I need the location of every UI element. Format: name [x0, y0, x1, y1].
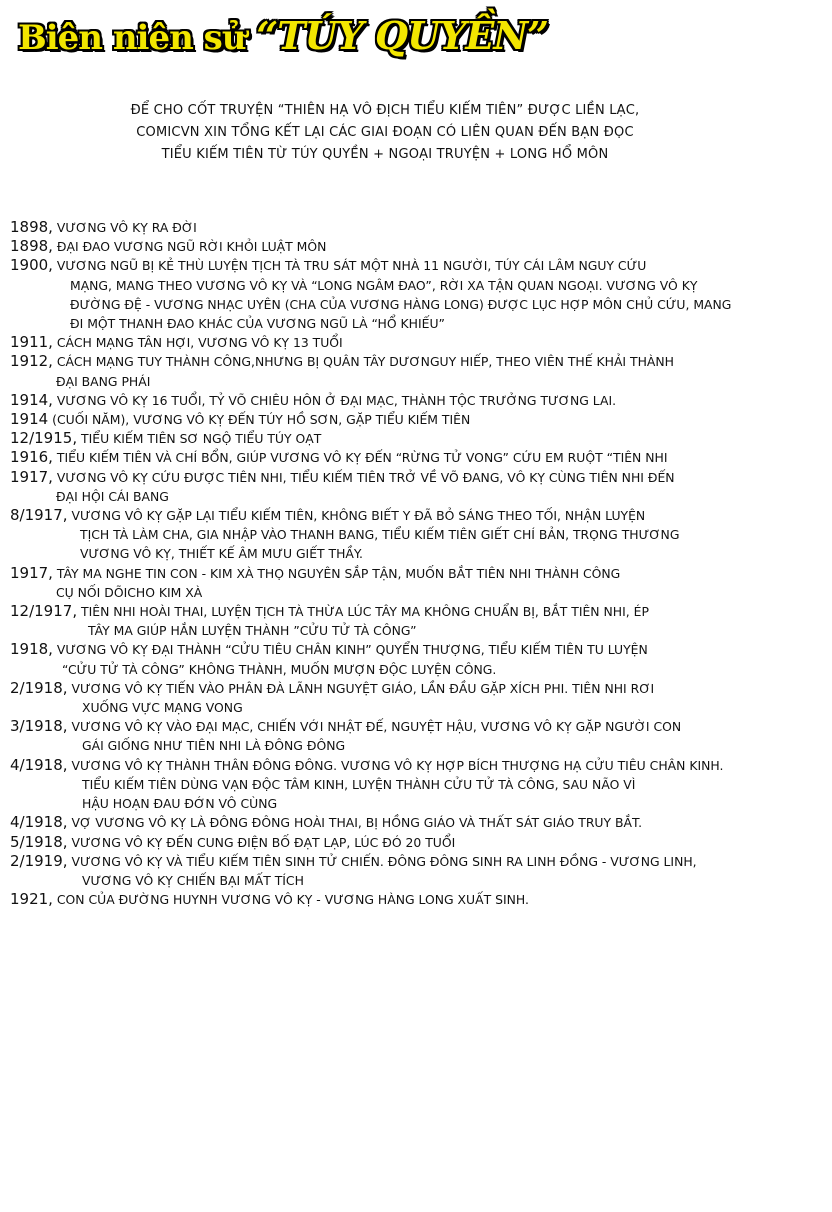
timeline-text: ĐẠI BANG PHÁI: [56, 373, 151, 389]
timeline-entry-line: [10, 890, 830, 909]
title-quoted: “TÚY QUYỀN”: [256, 13, 548, 58]
timeline-entry-continuation: [10, 314, 830, 333]
timeline-text: VƯƠNG VÔ KỴ RA ĐỜI: [56, 220, 197, 235]
timeline-entry-line: [10, 756, 830, 775]
timeline-date: 2/1918,: [10, 678, 68, 697]
timeline-date: 1914: [10, 410, 49, 429]
timeline-text: CỤ NỐI DÕICHO KIM XÀ: [56, 584, 203, 600]
timeline-text: ĐẠI ĐAO VƯƠNG NGŨ RỜI KHỎI LUẬT MÔN: [56, 239, 327, 255]
timeline-entry-continuation: [10, 871, 830, 890]
timeline-text: CON CỦA ĐƯỜNG HUYNH VƯƠNG VÔ KỴ - VƯƠNG HÀNG LONG XUẤT SINH.: [56, 892, 529, 908]
timeline-date: 12/1917,: [10, 602, 78, 621]
timeline-text: VƯƠNG VÔ KỴ VÀO ĐẠI MẠC, CHIẾN VỚI NHẬT ĐẾ, NGUYỆT HẬU, VƯƠNG VÔ KỴ GẶP NGƯỜI CON: [71, 719, 682, 735]
timeline-entry-line: [10, 813, 830, 832]
timeline-entry-continuation: [10, 276, 830, 295]
timeline-entry-continuation: [10, 698, 830, 717]
timeline-date: 1914,: [10, 390, 53, 409]
timeline-text: VƯƠNG VÔ KỴ CỨU ĐƯỢC TIÊN NHI, TIỂU KIẾM TIÊN TRỞ VỀ VÕ ĐANG, VÔ KỴ CÙNG TIÊN NHI ĐẾN: [56, 469, 675, 485]
timeline-entry-continuation: [10, 621, 830, 640]
timeline-entry: [10, 429, 830, 448]
timeline-text: TIỂU KIẾM TIÊN VÀ CHÍ BỔN, GIÚP VƯƠNG VÔ KỴ ĐẾN “RỪNG TỬ VONG” CỨU EM RUỘT “TIÊN NHI: [56, 450, 668, 466]
timeline-entry-continuation: [10, 775, 830, 794]
timeline-text: VƯƠNG VÔ KỴ TIẾN VÀO PHÂN ĐÀ LÃNH NGUYỆT GIÁO, LẦN ĐẦU GẶP XÍCH PHI. TIÊN NHI RƠI: [71, 680, 655, 696]
timeline-entry-line: [10, 640, 830, 659]
timeline-date: 1900,: [10, 256, 53, 275]
timeline-entry: [10, 679, 830, 717]
timeline-entry-line: [10, 352, 830, 371]
timeline-entry-continuation: [10, 660, 830, 679]
timeline-text: “CỬU TỬ TÀ CÔNG” KHÔNG THÀNH, MUỐN MƯỢN ĐỘC LUYỆN CÔNG.: [62, 661, 497, 677]
timeline-entry-continuation: [10, 736, 830, 755]
timeline-entry: [10, 391, 830, 410]
timeline-text: (CUỐI NĂM), VƯƠNG VÔ KỴ ĐẾN TÚY HỒ SƠN, GẶP TIỂU KIẾM TIÊN: [52, 412, 471, 428]
intro-line: TIỂU KIẾM TIÊN TỪ TÚY QUYỀN + NGOẠI TRUYỆN + LONG HỔ MÔN: [161, 147, 609, 162]
timeline-text: TÂY MA GIÚP HẮN LUYỆN THÀNH ”CỬU TỬ TÀ CÔNG”: [88, 623, 417, 639]
timeline-date: 1917,: [10, 563, 53, 582]
timeline-entry-continuation: [10, 794, 830, 813]
timeline-text: ĐI MỘT THANH ĐAO KHÁC CỦA VƯƠNG NGŨ LÀ “HỔ KHIẾU”: [70, 316, 445, 332]
timeline-entry: [10, 756, 830, 814]
timeline-text: CÁCH MẠNG TÂN HỢI, VƯƠNG VÔ KỴ 13 TUỔI: [56, 335, 343, 351]
intro-text: [0, 100, 770, 166]
timeline-date: 1917,: [10, 467, 53, 486]
timeline-text: VƯƠNG VÔ KỴ THÀNH THÂN ĐÔNG ĐÔNG. VƯƠNG VÔ KỴ HỢP BÍCH THƯỢNG HẠ CỬU TIÊU CHÂN KINH.: [71, 757, 724, 773]
timeline-entry-line: [10, 218, 830, 237]
timeline-date: 3/1918,: [10, 717, 68, 736]
timeline-date: 2/1919,: [10, 851, 68, 870]
timeline-date: 12/1915,: [10, 429, 78, 448]
timeline-entry-line: [10, 679, 830, 698]
timeline-text: VƯƠNG NGŨ BỊ KẺ THÙ LUYỆN TỊCH TÀ TRU SÁT MỘT NHÀ 11 NGƯỜI, TÚY CÁI LÂM NGUY CỨU: [56, 258, 647, 274]
timeline-text: VƯƠNG VÔ KỴ VÀ TIỂU KIẾM TIÊN SINH TỬ CHIẾN. ĐÔNG ĐÔNG SINH RA LINH ĐỒNG - VƯƠNG LINH,: [71, 853, 697, 869]
timeline-entry: [10, 833, 830, 852]
title-prefix: Biên niên sử: [18, 18, 246, 58]
timeline-entry: [10, 852, 830, 890]
timeline-date: 1916,: [10, 448, 53, 467]
timeline-date: 1911,: [10, 333, 53, 352]
timeline-entry-line: [10, 468, 830, 487]
timeline-entry-line: [10, 429, 830, 448]
timeline-entry: [10, 640, 830, 678]
timeline-text: VƯƠNG VÔ KỴ ĐẠI THÀNH “CỬU TIÊU CHÂN KINH” QUYỂN THƯỢNG, TIỂU KIẾM TIÊN TU LUYỆN: [56, 642, 648, 658]
timeline-date: 4/1918,: [10, 813, 68, 832]
timeline-entry-line: [10, 602, 830, 621]
timeline-text: TIÊN NHI HOÀI THAI, LUYỆN TỊCH TÀ THỪA LÚC TÂY MA KHÔNG CHUẨN BỊ, BẮT TIÊN NHI, ÉP: [81, 604, 649, 620]
timeline-text: VỢ VƯƠNG VÔ KỴ LÀ ĐÔNG ĐÔNG HOÀI THAI, BỊ HỒNG GIÁO VÀ THẤT SÁT GIÁO TRUY BẮT.: [71, 815, 643, 831]
timeline-text: ĐƯỜNG ĐỆ - VƯƠNG NHẠC UYÊN (CHA CỦA VƯƠNG HÀNG LONG) ĐƯỢC LỤC HỢP MÔN CHỦ CỨU, MANG: [70, 296, 732, 312]
timeline-entry-line: [10, 833, 830, 852]
timeline-date: 1912,: [10, 352, 53, 371]
timeline-entry-continuation: [10, 295, 830, 314]
timeline-text: VƯƠNG VÔ KỴ 16 TUỔI, TỶ VÕ CHIÊU HÔN Ở ĐẠI MẠC, THÀNH TỘC TRƯỞNG TƯƠNG LAI.: [56, 392, 617, 408]
timeline-text: XUỐNG VỰC MẠNG VONG: [82, 700, 243, 716]
timeline-entry: [10, 602, 830, 640]
timeline-date: 8/1917,: [10, 506, 68, 525]
timeline-text: VƯƠNG VÔ KỴ CHIẾN BẠI MẤT TÍCH: [82, 872, 304, 888]
timeline-entry-continuation: [10, 525, 830, 544]
timeline-text: MẠNG, MANG THEO VƯƠNG VÔ KỴ VÀ “LONG NGÂM ĐAO”, RỜI XA TẬN QUAN NGOẠI. VƯƠNG VÔ KỴ: [70, 277, 698, 293]
timeline-entry: [10, 506, 830, 564]
timeline-text: HẬU HOẠN ĐAU ĐỚN VÔ CÙNG: [82, 796, 278, 812]
timeline-text: GÁI GIỐNG NHƯ TIÊN NHI LÀ ĐÔNG ĐÔNG: [82, 738, 346, 754]
timeline-entry-continuation: [10, 487, 830, 506]
timeline-entry: [10, 564, 830, 602]
timeline-date: 5/1918,: [10, 832, 68, 851]
timeline-text: TIỂU KIẾM TIÊN DÙNG VẠN ĐỘC TÂM KINH, LUYỆN THÀNH CỬU TỬ TÀ CÔNG, SAU NÃO VÌ: [82, 776, 636, 792]
timeline-date: 1921,: [10, 890, 53, 909]
timeline-entry-line: [10, 852, 830, 871]
timeline-entry: [10, 333, 830, 352]
timeline-date: 1918,: [10, 640, 53, 659]
intro-line: ĐỂ CHO CỐT TRUYỆN “THIÊN HẠ VÔ ĐỊCH TIỂU KIẾM TIÊN” ĐƯỢC LIỀN LẠC,: [130, 103, 640, 118]
timeline-text: VƯƠNG VÔ KỴ, THIẾT KẾ ÂM MƯU GIẾT THẦY.: [80, 546, 363, 562]
timeline-date: 4/1918,: [10, 755, 68, 774]
timeline-entry-line: [10, 333, 830, 352]
timeline-text: TIỂU KIẾM TIÊN SƠ NGỘ TIỂU TÚY OẠT: [81, 431, 322, 447]
timeline-text: CÁCH MẠNG TUY THÀNH CÔNG,NHƯNG BỊ QUÂN TÂY DƯƠNGUY HIẾP, THEO VIÊN THẾ KHẢI THÀNH: [56, 354, 674, 370]
timeline-date: 1898,: [10, 237, 53, 256]
timeline-entry: [10, 448, 830, 467]
timeline-entry: [10, 237, 830, 256]
timeline-entry-line: [10, 237, 830, 256]
timeline-entry-line: [10, 717, 830, 736]
intro-line: COMICVN XIN TỔNG KẾT LẠI CÁC GIAI ĐOẠN CÓ LIÊN QUAN ĐẾN BẠN ĐỌC: [136, 125, 634, 140]
timeline-text: VƯƠNG VÔ KỴ ĐẾN CUNG ĐIỆN BỐ ĐẠT LẠP, LÚC ĐÓ 20 TUỔI: [71, 834, 456, 850]
timeline-entry-line: [10, 410, 830, 429]
timeline-entry: [10, 813, 830, 832]
timeline-text: TÂY MA NGHE TIN CON - KIM XÀ THỌ NGUYÊN SẮP TẬN, MUỐN BẮT TIÊN NHI THÀNH CÔNG: [56, 565, 621, 581]
timeline-text: VƯƠNG VÔ KỴ GẶP LẠI TIỂU KIẾM TIÊN, KHÔNG BIẾT Y ĐÃ BỎ SÁNG THEO TỐI, NHẬN LUYỆN: [71, 508, 646, 524]
page-title: [18, 14, 548, 60]
timeline-list: [10, 218, 830, 909]
timeline-entry-line: [10, 506, 830, 525]
timeline-entry-continuation: [10, 583, 830, 602]
timeline-entry: [10, 352, 830, 390]
timeline-entry-continuation: [10, 372, 830, 391]
timeline-entry-line: [10, 448, 830, 467]
timeline-text: TỊCH TÀ LÀM CHA, GIA NHẬP VÀO THANH BANG, TIỂU KIẾM TIÊN GIẾT CHÍ BẢN, TRỌNG THƯƠNG: [80, 527, 680, 543]
timeline-entry-line: [10, 256, 830, 275]
timeline-entry: [10, 256, 830, 333]
timeline-entry: [10, 717, 830, 755]
timeline-entry-line: [10, 564, 830, 583]
timeline-date: 1898,: [10, 218, 53, 236]
timeline-entry-line: [10, 391, 830, 410]
timeline-entry: [10, 468, 830, 506]
timeline-entry: [10, 218, 830, 237]
timeline-entry: [10, 890, 830, 909]
timeline-text: ĐẠI HỘI CÁI BANG: [56, 488, 169, 504]
timeline-entry: [10, 410, 830, 429]
timeline-entry-continuation: [10, 544, 830, 563]
